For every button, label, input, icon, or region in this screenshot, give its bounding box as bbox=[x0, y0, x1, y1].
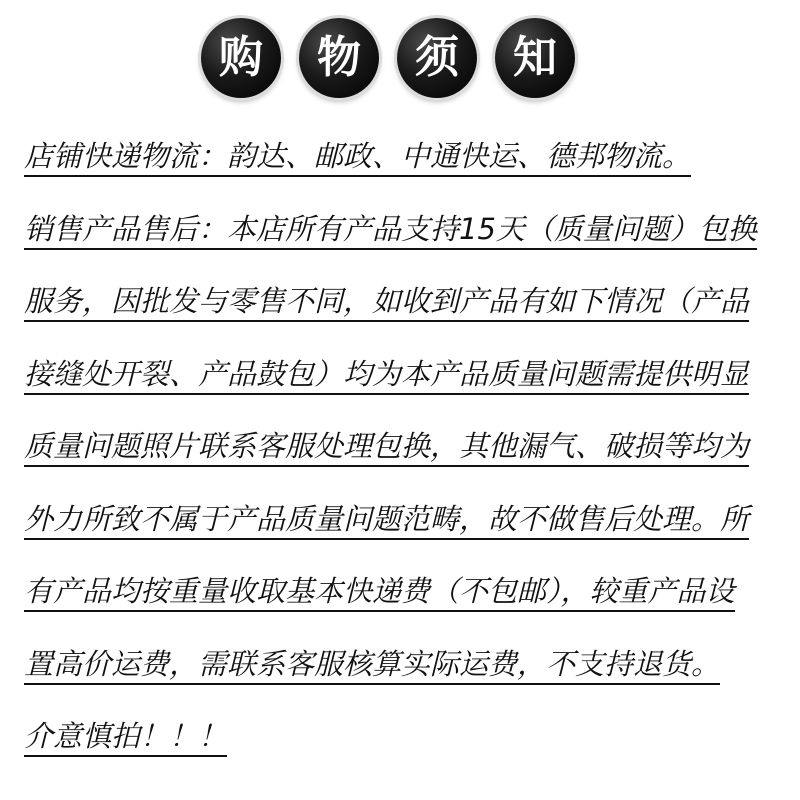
notice-line-text: 置高价运费，需联系客服核算实际运费，不支持退货。 bbox=[24, 647, 720, 685]
notice-line bbox=[24, 420, 780, 493]
title-char-circle: 购 bbox=[201, 18, 281, 98]
title-char-circle: 知 bbox=[495, 18, 575, 98]
notice-line-text: 销售产品售后：本店所有产品支持15天（质量问题）包换 bbox=[24, 212, 757, 250]
notice-line bbox=[24, 130, 780, 203]
notice-line bbox=[24, 203, 780, 276]
notice-line-text: 店铺快递物流：韵达、邮政、中通快运、德邦物流。 bbox=[24, 139, 691, 177]
notice-line-text: 质量问题照片联系客服处理包换，其他漏气、破损等均为 bbox=[24, 429, 749, 467]
page-title bbox=[0, 18, 788, 102]
notice-line-text: 服务，因批发与零售不同，如收到产品有如下情况（产品 bbox=[24, 284, 749, 322]
title-char-circle: 物 bbox=[299, 18, 379, 98]
notice-line bbox=[24, 493, 780, 566]
notice-body bbox=[24, 130, 780, 783]
notice-line-text: 介意慎拍！！！ bbox=[24, 719, 227, 757]
notice-line bbox=[24, 565, 780, 638]
notice-line bbox=[24, 275, 780, 348]
notice-line bbox=[24, 348, 780, 421]
notice-line bbox=[24, 638, 780, 711]
title-char-circle: 须 bbox=[397, 18, 477, 98]
notice-line-text: 外力所致不属于产品质量问题范畴，故不做售后处理。所 bbox=[24, 502, 749, 540]
notice-line bbox=[24, 710, 780, 783]
notice-line-text: 接缝处开裂、产品鼓包）均为本产品质量问题需提供明显 bbox=[24, 357, 749, 395]
notice-line-text: 有产品均按重量收取基本快递费（不包邮），较重产品设 bbox=[24, 574, 735, 612]
